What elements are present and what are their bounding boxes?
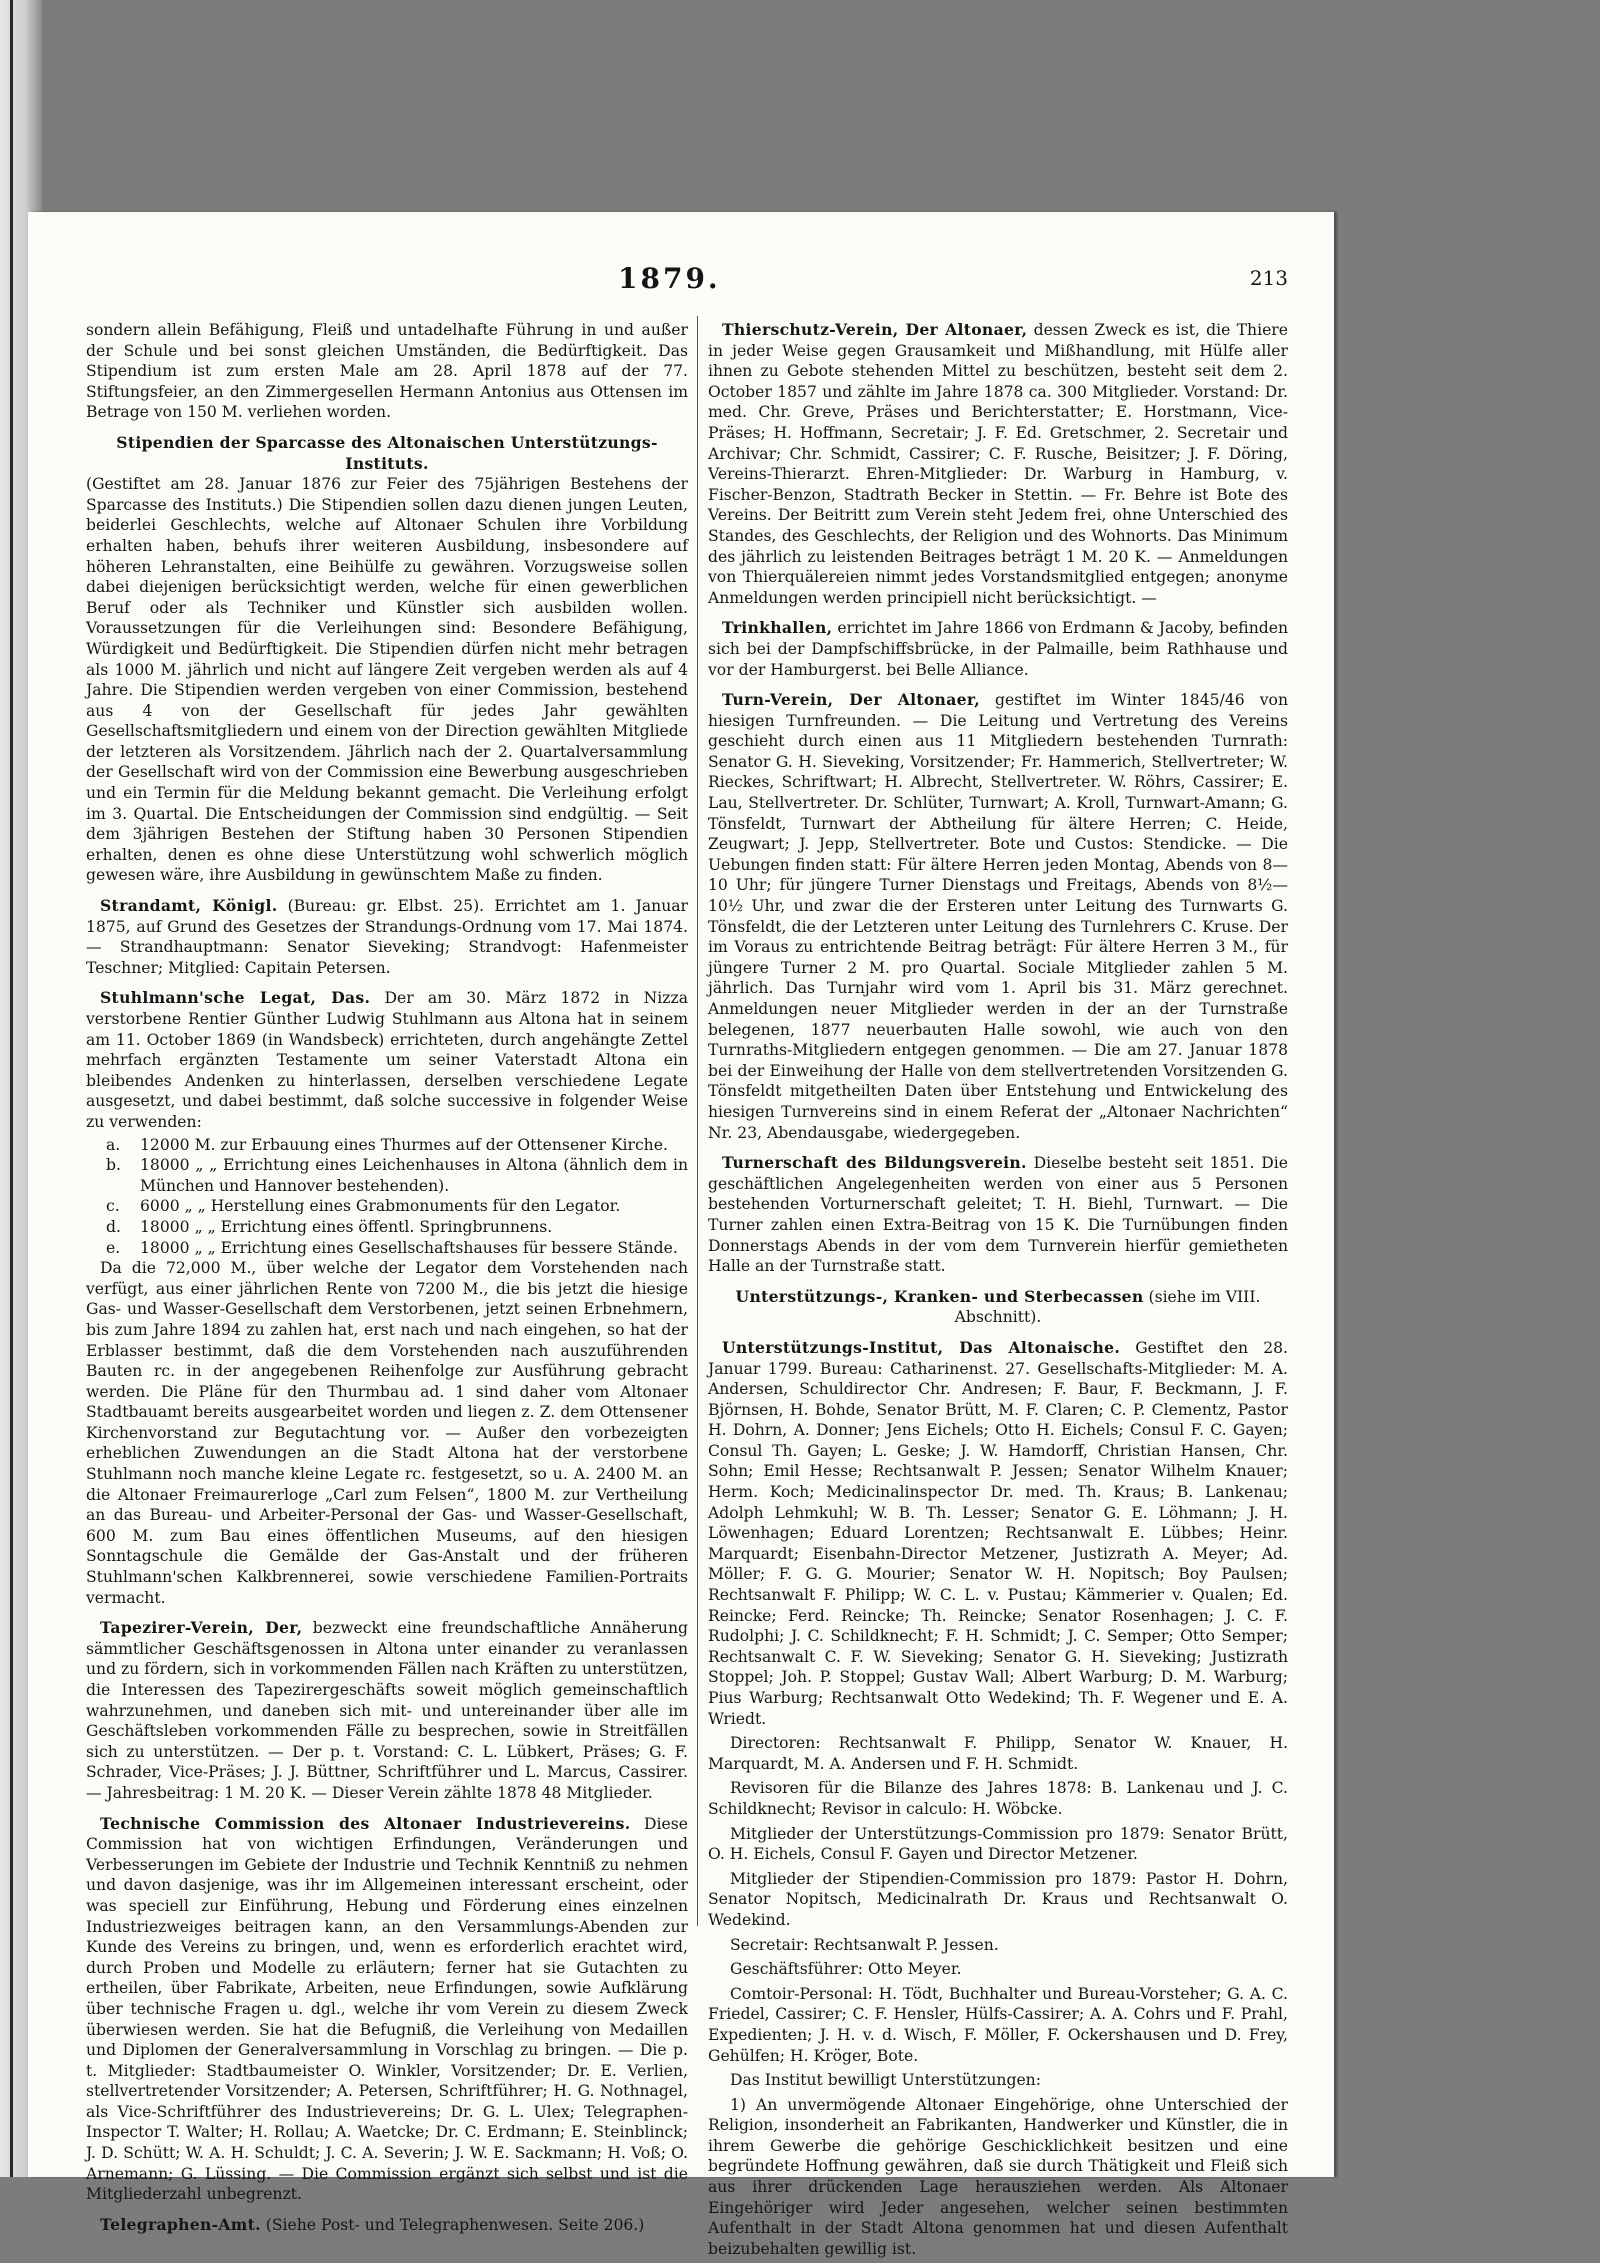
entry-paragraph: [708, 1338, 1288, 1729]
entry-text: (Gestiftet am 28. Januar 1876 zur Feier des 75jährigen Bestehens der Sparcasse des Instituts.) Die Stipendien sollen dazu dienen jungen Leuten, beiderlei Geschlechts, welche auf Altonaer Schulen ihre Vorbildung erhalten haben, behufs ihrer weiteren Ausbildung, insbesondere auf höheren Lehranstalten, eine Beihülfe zu gewähren. Vorzugsweise sollen dabei diejenigen berücksichtigt werden, welche für einen gewerblichen Beruf oder als Techniker und Künstler sich ausbilden wollen. Voraussetzungen für die Verleihungen sind: Besondere Befähigung, Würdigkeit und Bedürftigkeit. Die Stipendien dürfen nicht mehr betragen als 1000 M. jährlich und nicht auf längere Zeit vergeben werden als auf 4 Jahre. Die Stipendien werden vergeben von einer Commission, bestehend aus 4 von der Gesellschaft für jedes Jahr gewählten Gesellschaftsmitgliedern und einem von der Direction gewählten Mitgliede der letzteren als Vorsitzendem. Jährlich nach der 2. Quartalversammlung der Gesellschaft wird von der Commission eine Bewerbung ausgeschrieben und ein Termin für die Meldung bekannt gemacht. Die Verleihung erfolgt im 3. Quartal. Die Entscheidungen der Commission sind endgültig. — Seit dem 3jährigen Bestehen der Stiftung haben 30 Personen Stipendien erhalten, denen es ohne diese Unterstützung wohl schwerlich möglich gewesen wäre, ihre Ausbildung in gewünschtem Maße zu finden.: [86, 475, 688, 885]
entry-paragraph: [86, 896, 688, 978]
entry-text: (Siehe Post- und Telegraphenwesen. Seite 206.): [265, 2215, 645, 2234]
entry-title: Unterstützungs-, Kranken- und Sterbecassen: [735, 1286, 1144, 1306]
right-column: [708, 320, 1288, 2263]
entry-text: gestiftet im Winter 1845/46 von hiesigen Turnfreunden. — Die Leitung und Vertretung des Vereins geschieht durch einen aus 11 Mitgliedern bestehenden Turnrath: Senator G. H. Sieveking, Vorsitzender; Fr. Hammerich, Stellvertreter; W. Rieckes, Schriftwart; H. Albrecht, Stellvertreter. W. Röhrs, Cassirer; E. Lau, Stellvertreter. Dr. Schlüter, Turnwart; A. Kroll, Turnwart-Amann; G. Tönsfeldt, Turnwart der Abtheilung für ältere Herren; C. Heide, Zeugwart; J. Jepp, Stellvertreter. Bote und Custos: Stendicke. — Die Uebungen finden statt: Für ältere Herren jeden Montag, Abends von 8—10 Uhr; für jüngere Turner Dienstags und Freitags, Abends von 8½—10½ Uhr, und zwar die der Ersteren unter Leitung des Turnwarts G. Tönsfeldt, die der Letzteren unter Leitung des Turnlehrers C. Kruse. Der im Voraus zu entrichtende Beitrag beträgt: Für ältere Herren 3 M., für jüngere Turner 2 M. pro Quartal. Sociale Mitglieder zahlen 5 M. jährlich. Das Turnjahr wird vom 1. April bis 31. März gerechnet. Anmeldungen neuer Mitglieder werden in der an der Turnstraße belegenen, 1877 neuerbauten Halle sowohl, wie auch von den Turnraths-Mitgliedern entgegen genommen. — Die am 27. Januar 1878 bei der Einweihung der Halle von dem stellvertretenden Vorsitzenden G. Tönsfeldt mitgetheilten Daten über Entstehung und Entwickelung des hiesigen Turnvereins sind in einem Referat der „Altonaer Nachrichten“ Nr. 23, Abendausgabe, wiedergegeben.: [708, 691, 1288, 1142]
entry-title: Strandamt, Königl.: [100, 896, 278, 916]
legacy-label: b.: [106, 1156, 121, 1175]
entry-text: dessen Zweck es ist, die Thiere in jeder Weise gegen Grausamkeit und Mißhandlung, mit Hülfe aller ihnen zu Gebote stehenden Mittel zu beschützen, besteht seit dem 2. October 1857 und zählte im Jahre 1878 ca. 300 Mitglieder. Vorstand: Dr. med. Chr. Greve, Präses und Berichterstatter; E. Horstmann, Vice-Präses; H. Hoffmann, Secretair; J. F. Ed. Gretschmer, 2. Secretair und Archivar; Chr. Schmidt, Cassirer; C. F. Rusche, Beisitzer; J. F. Döring, Vereins-Thierarzt. Ehren-Mitglieder: Dr. Warburg in Hamburg, v. Fischer-Benzon, Stadtrath Becker in Stettin. — Fr. Behre ist Bote des Vereins. Der Beitritt zum Verein steht Jedem frei, ohne Unterschied des Standes, des Geschlechts, der Religion und des Wohnorts. Das Minimum des jährlich zu leistenden Beitrages beträgt 1 M. 20 K. — Anmeldungen von Thierquälereien nimmt jedes Vorstandsmitglied entgegen; anonyme Anmeldungen werden principiell nicht berücksichtigt. —: [708, 321, 1288, 607]
entry-text: (siehe im VIII. Abschnitt).: [954, 1287, 1261, 1327]
institute-stipend-commission: Mitglieder der Stipendien-Commission pro 1879: Pastor H. Dohrn, Senator Nopitsch, Medicinalrath Dr. Kraus und Rechtsanwalt O. Wedekind.: [708, 1869, 1288, 1929]
entry-paragraph: [708, 320, 1288, 608]
entry-paragraph: [708, 1153, 1288, 1277]
entry-title: Stipendien der Sparcasse des Altonaischen Unterstützungs-Instituts.: [116, 432, 658, 473]
entry-text: errichtet im Jahre 1866 von Erdmann & Jacoby, befinden sich bei der Dampfschiffsbrücke, in der Palmaille, beim Rathhause und vor der Hamburgerst. bei Belle Alliance.: [708, 619, 1288, 679]
entry-text: Der am 30. März 1872 in Nizza verstorbene Rentier Günther Ludwig Stuhlmann aus Altona hat in seinem am 11. October 1869 (in Wandsbeck) errichteten, durch angehängte Zettel mehrfach ergänzten Testamente um seiner Vaterstadt Altona ein bleibendes Andenken zu hinterlassen, derselben verschiedene Legate ausgesetzt, und dabei bestimmt, daß solche successive in folgender Weise zu verwenden:: [86, 989, 688, 1131]
left-column: [86, 320, 688, 2245]
legacy-label: d.: [106, 1217, 121, 1236]
legacy-item: [106, 1155, 688, 1196]
legacy-text: 18000 „ „ Errichtung eines Gesellschaftshauses für bessere Stände.: [140, 1238, 678, 1257]
binding-edge: [10, 0, 13, 2177]
page-number: 213: [1249, 266, 1288, 290]
institute-manager: Geschäftsführer: Otto Meyer.: [730, 1960, 962, 1979]
entry-title: Turn-Verein, Der Altonaer,: [722, 690, 980, 710]
entry-title: Trinkhallen,: [722, 618, 833, 638]
entry-paragraph: [86, 320, 688, 423]
institute-support-commission: Mitglieder der Unterstützungs-Commission pro 1879: Senator Brütt, O. H. Eichels, Consul F. Gayen und Director Metzener.: [708, 1824, 1288, 1864]
institute-support-item: 1) An unvermögende Altonaer Eingehörige, ohne Unterschied der Religion, insonderheit an Fabrikanten, Handwerker und Künstler, die in ihrem Gewerbe die gehörige Geschicklichkeit besitzen und eine begründete Hoffnung gewähren, daß sie durch Thätigkeit und Fleiß sich aus ihrer drückenden Lage herausziehen werden. Als Altonaer Eingehöriger wird Jeder angesehen, welcher seinen bestimmten Aufenthalt in der Stadt Altona genommen hat und diesen Aufenthalt beizubehalten gewillig ist.: [708, 2095, 1288, 2258]
entry-text: (Bureau: gr. Elbst. 25). Errichtet am 1. Januar 1875, auf Grund des Gesetzes der Strandungs-Ordnung vom 17. Mai 1874. — Strandhauptmann: Senator Sieveking; Strandvogt: Hafenmeister Teschner; Mitglied: Capitain Petersen.: [86, 897, 688, 977]
legacy-item: [106, 1217, 688, 1238]
entry-title: Telegraphen-Amt.: [100, 2214, 261, 2234]
entry-title: Stuhlmann'sche Legat, Das.: [100, 988, 371, 1008]
entry-text: sondern allein Befähigung, Fleiß und untadelhafte Führung in und außer der Schule und bei sonst gleichen Umständen, die Bedürftigkeit. Das Stipendium ist zum ersten Male am 28. April 1878 auf der 77. Stiftungsfeier, an den Zimmergesellen Hermann Antonius aus Ottensen im Betrage von 150 M. verliehen worden.: [86, 321, 688, 422]
legacy-label: e.: [106, 1238, 121, 1257]
entry-title: Thierschutz-Verein, Der Altonaer,: [722, 320, 1028, 339]
legacy-list: [86, 1135, 688, 1259]
entry-paragraph: [708, 618, 1288, 680]
entry-text: Gestiftet den 28. Januar 1799. Bureau: Catharinenst. 27. Gesellschafts-Mitglieder: M. A. Andersen, Schuldirector Chr. Andresen; F. Baur, F. Beckmann, J. F. Björnsen, H. Bohde, Senator Brütt, M. F. Claren; C. P. Clementz, Pastor H. Dohrn, A. Donner; Jens Eichels; Otto H. Eichels; Consul F. C. Gayen; Consul Th. Gayen; L. Geske; J. W. Hamdorff, Christian Hansen, Chr. Sohn; Emil Hesse; Rechtsanwalt P. Jessen; Senator Wilhelm Knauer; Herm. Koch; Medicinalinspector Dr. med. Th. Kraus; B. Lankenau; Adolph Lehmkuhl; W. B. Th. Lesser; Senator G. E. Löhmann; J. H. Löwenhagen; Eduard Lorentzen; Rechtsanwalt E. Lübbes; Heinr. Marquardt; Eisenbahn-Director Metzener, Justizrath A. Meyer; Ad. Möller; F. G. G. Mourier; Senator W. H. Nopitsch; Boy Paulsen; Rechtsanwalt F. Philipp; W. C. L. v. Pustau; Kämmerier v. Qualen; Ed. Reincke; Ferd. Reincke; Th. Reincke; Senator Rosenhagen; J. C. F. Rudolphi; J. C. Schildknecht; F. H. Schmidt; J. C. Semper; Otto Semper; Rechtsanwalt C. F. W. Sieveking; Senator G. H. Sieveking; Justizrath Stoppel; Joh. P. Stoppel; Gustav Wall; Albert Warburg; D. M. Warburg; Pius Warburg; Rechtsanwalt Otto Wedekind; Th. F. Wegener und E. A. Wriedt.: [708, 1338, 1288, 1728]
institute-support-intro: Das Institut bewilligt Unterstützungen:: [730, 2071, 1041, 2090]
entry-title: Tapezirer-Verein, Der,: [100, 1618, 303, 1638]
column-divider: [697, 316, 698, 1926]
legacy-label: c.: [106, 1197, 120, 1216]
institute-office-staff: Comtoir-Personal: H. Tödt, Buchhalter und Bureau-Vorsteher; G. A. C. Friedel, Cassirer; C. F. Hensler, Hülfs-Cassirer; A. A. Cohrs und F. Prahl, Expedienten; J. H. v. d. Wisch, F. Möller, F. Ockershausen und D. Frey, Gehülfen; H. Kröger, Bote.: [708, 1984, 1288, 2065]
entry-paragraph: [86, 1258, 688, 1608]
entry-text: Da die 72,000 M., über welche der Legator dem Vorstehenden nach verfügt, aus einer jährlichen Rente von 7200 M., die bis jetzt die hiesige Gas- und Wasser-Gesellschaft dem Verstorbenen, jetzt seinen Erbnehmern, bis zum Jahre 1894 zu zahlen hat, erst nach und nach eingehen, so hat der Erblasser bestimmt, daß die dem Vorstehenden nach auszuführenden Bauten rc. in der angegebenen Reihenfolge zur Ausführung gebracht werden. Die Pläne für den Thurmbau ad. 1 sind daher vom Altonaer Stadtbauamt bereits ausgearbeitet worden und liegen z. Z. dem Ottensener Kirchenvorstand zur Begutachtung vor. — Außer den vorbezeigten erheblichen Zuwendungen an die Stadt Altona hat der verstorbene Stuhlmann noch manche kleine Legate rc. festgesetzt, so u. A. 2400 M. an die Altonaer Freimaurerloge „Carl zum Felsen“, 1800 M. zur Vertheilung an das Bureau- und Arbeiter-Personal der Gas- und Wasser-Gesellschaft, 600 M. zum Bau eines öffentlichen Museums, auf den hiesigen Sonntagschule die Gemälde der Gas-Anstalt und der früheren Stuhlmann'schen Kalkbrennerei, sowie verschiedene Familien-Portraits vermacht.: [86, 1259, 688, 1607]
legacy-text: 6000 „ „ Herstellung eines Grabmonuments für den Legator.: [140, 1197, 621, 1216]
legacy-item: [106, 1196, 688, 1217]
institute-secretary: Secretair: Rechtsanwalt P. Jessen.: [730, 1935, 999, 1954]
page-header: [28, 262, 1334, 308]
legacy-label: a.: [106, 1135, 121, 1154]
entry-title: Turnerschaft des Bildungsverein.: [722, 1153, 1027, 1173]
institute-directors: Directoren: Rechtsanwalt F. Philipp, Senator W. Knauer, H. Marquardt, M. A. Andersen und F. H. Schmidt.: [708, 1734, 1288, 1773]
entry-paragraph: [86, 988, 688, 1132]
entry-title: Unterstützungs-Institut, Das Altonaische.: [722, 1337, 1121, 1357]
page-year: 1879.: [618, 262, 721, 295]
legacy-text: 18000 „ „ Errichtung eines öffentl. Springbrunnens.: [140, 1217, 553, 1236]
entry-title: Technische Commission des Altonaer Industrievereins.: [100, 1813, 631, 1833]
entry-paragraph: [708, 1287, 1288, 1328]
entry-paragraph: [708, 690, 1288, 1143]
legacy-item: [106, 1135, 688, 1156]
institute-auditors: Revisoren für die Bilanze des Jahres 1878: B. Lankenau und J. C. Schildknecht; Revisor in calculo: H. Wöbcke.: [708, 1779, 1288, 1818]
entry-text: Dieselbe besteht seit 1851. Die geschäftlichen Angelegenheiten werden von einer aus 5 Personen bestehenden Vorturnerschaft geleitet; T. H. Biehl, Turnwart. — Die Turner zahlen einen Extra-Beitrag von 15 K. Die Turnübungen finden Donnerstags Abends in der vom dem Turnverein hierfür gemietheten Halle an der Turnstraße statt.: [708, 1154, 1288, 1276]
legacy-text: 12000 M. zur Erbauung eines Thurmes auf der Ottensener Kirche.: [140, 1135, 668, 1154]
entry-paragraph: [86, 2215, 688, 2236]
entry-paragraph: [86, 433, 688, 886]
entry-paragraph: [86, 1814, 688, 2205]
entry-text: bezweckt eine freundschaftliche Annäherung sämmtlicher Geschäftsgenossen in Altona unter einander zu veranlassen und zu fördern, sich in vorkommenden Fällen nach Kräften zu unterstützen, die Interessen des Tapezirergeschäfts soweit möglich gemeinschaftlich wahrzunehmen, und daneben sich mit- und untereinander über alle im Geschäftsleben vorkommenden Fälle zu besprechen, sowie in Streitfällen sich zu unterstützen. — Der p. t. Vorstand: C. L. Lübkert, Präses; G. F. Schrader, Vice-Präses; J. J. Büttner, Schriftführer und L. Marcus, Cassirer. — Jahresbeitrag: 1 M. 20 K. — Dieser Verein zählte 1878 48 Mitglieder.: [86, 1619, 689, 1802]
legacy-item: [106, 1238, 688, 1259]
legacy-text: 18000 „ „ Errichtung eines Leichenhauses in Altona (ähnlich dem in München und Hannover bestehenden).: [140, 1156, 688, 1195]
entry-paragraph: [86, 1618, 688, 1803]
document-page: [28, 212, 1334, 2258]
entry-text: Diese Commission hat von wichtigen Erfindungen, Veränderungen und Verbesserungen im Gebiete der Industrie und Technik Kenntniß zu nehmen und davon dasjenige, was ihr im Allgemeinen interessant erscheint, oder was speciell zur Einführung, Hebung und Förderung eines einzelnen Industriezweiges beitragen kann, an den Versammlungs-Abenden zur Kunde des Vereins zu bringen, und, wenn es erforderlich erachtet wird, durch Proben und Modelle zu erläutern; ferner hat sie Gutachten zu ertheilen, über Fabrikate, Arbeiten, neue Erfindungen, sowie Aufklärung über technische Fragen u. dgl., welche ihr vom Verein zu diesem Zweck überwiesen werden. Sie hat die Befugniß, die Verleihung von Medaillen und Diplomen der Generalversammlung in Vorschlag zu bringen. — Die p. t. Mitglieder: Stadtbaumeister O. Winkler, Vorsitzender; Dr. E. Verlien, stellvertretender Vorsitzender; A. Petersen, Schriftführer; H. G. Nothnagel, als Vice-Schriftführer des Industrievereins; Dr. G. L. Ulex; Telegraphen-Inspector T. Walter; H. Rollau; A. Waetcke; Dr. C. Erdmann; E. Steinblinck; J. D. Schütt; W. A. H. Schuldt; J. C. A. Severin; J. W. E. Sackmann; H. Voß; O. Arnemann; G. Lüssing. — Die Commission ergänzt sich selbst und ist die Mitgliederzahl unbegrenzt.: [86, 1814, 688, 2204]
